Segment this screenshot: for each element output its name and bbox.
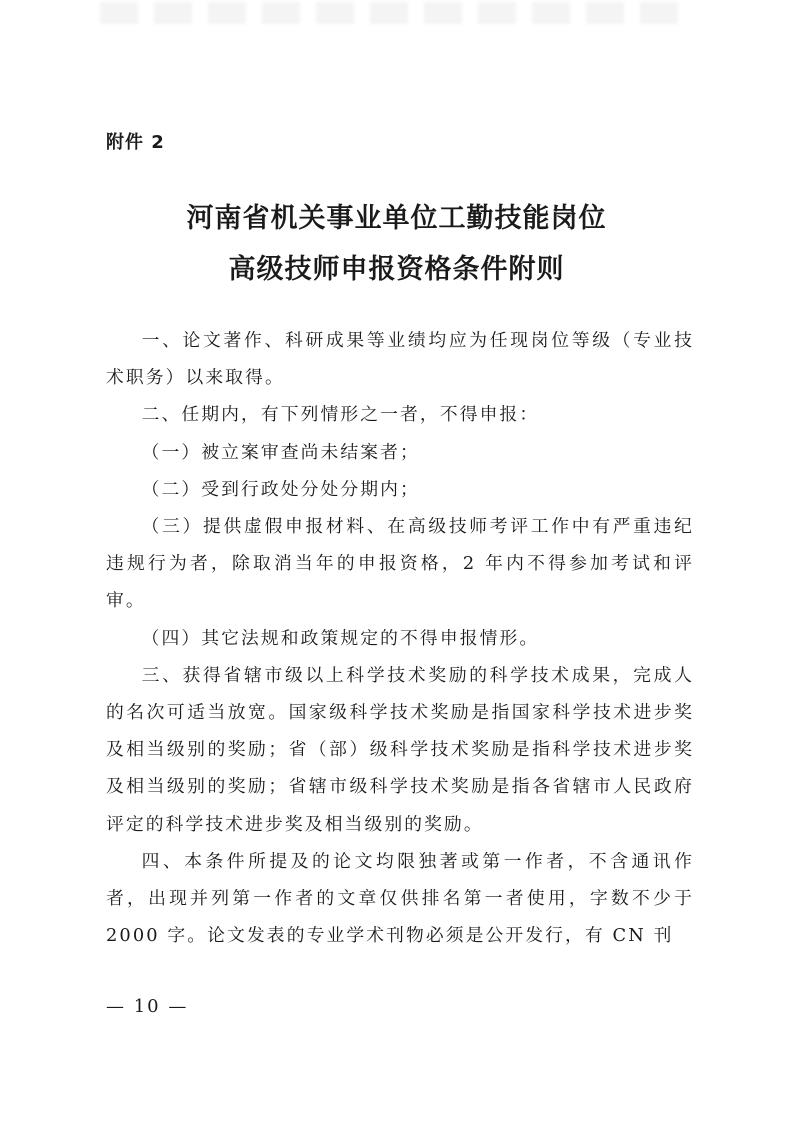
paragraph-8: 四、本条件所提及的论文均限独著或第一作者，不含通讯作者，出现并列第一作者的文章仅供排名第一者使用，字数不少于2000 字。论文发表的专业学术刊物必须是公开发行，有 CN 刊 <box>106 850 694 947</box>
page-number: — 10 — <box>106 996 189 1017</box>
document-title-line-2: 高级技师申报资格条件附则 <box>228 254 565 285</box>
document-body <box>106 322 694 954</box>
paragraph-6: （四）其它法规和政策规定的不得申报情形。 <box>141 627 540 649</box>
attachment-label: 附件 2 <box>106 132 165 153</box>
paragraph-3: （一）被立案审查尚未结案者； <box>141 441 420 463</box>
paragraph-7: 三、获得省辖市级以上科学技术奖励的科学技术成果，完成人的名次可适当放宽。国家级科学技术奖励是指国家科学技术进步奖及相当级别的奖励；省（部）级科学技术奖励是指科学技术进步奖及相当级别的奖励；省辖市级科学技术奖励是指各省辖市人民政府评定的科学技术进步奖及相当级别的奖励。 <box>106 664 694 835</box>
bleed-through-artifact <box>100 2 690 24</box>
paragraph-2: 二、任期内，有下列情形之一者，不得申报： <box>141 404 540 426</box>
paragraph-4: （二）受到行政处分处分期内； <box>141 478 420 500</box>
paragraph-1: 一、论文著作、科研成果等业绩均应为任现岗位等级（专业技术职务）以来取得。 <box>106 330 694 389</box>
document-title-line-1: 河南省机关事业单位工勤技能岗位 <box>186 203 607 234</box>
paragraph-5: （三）提供虚假申报材料、在高级技师考评工作中有严重违纪违规行为者，除取消当年的申报资格，2 年内不得参加考试和评审。 <box>106 516 694 612</box>
